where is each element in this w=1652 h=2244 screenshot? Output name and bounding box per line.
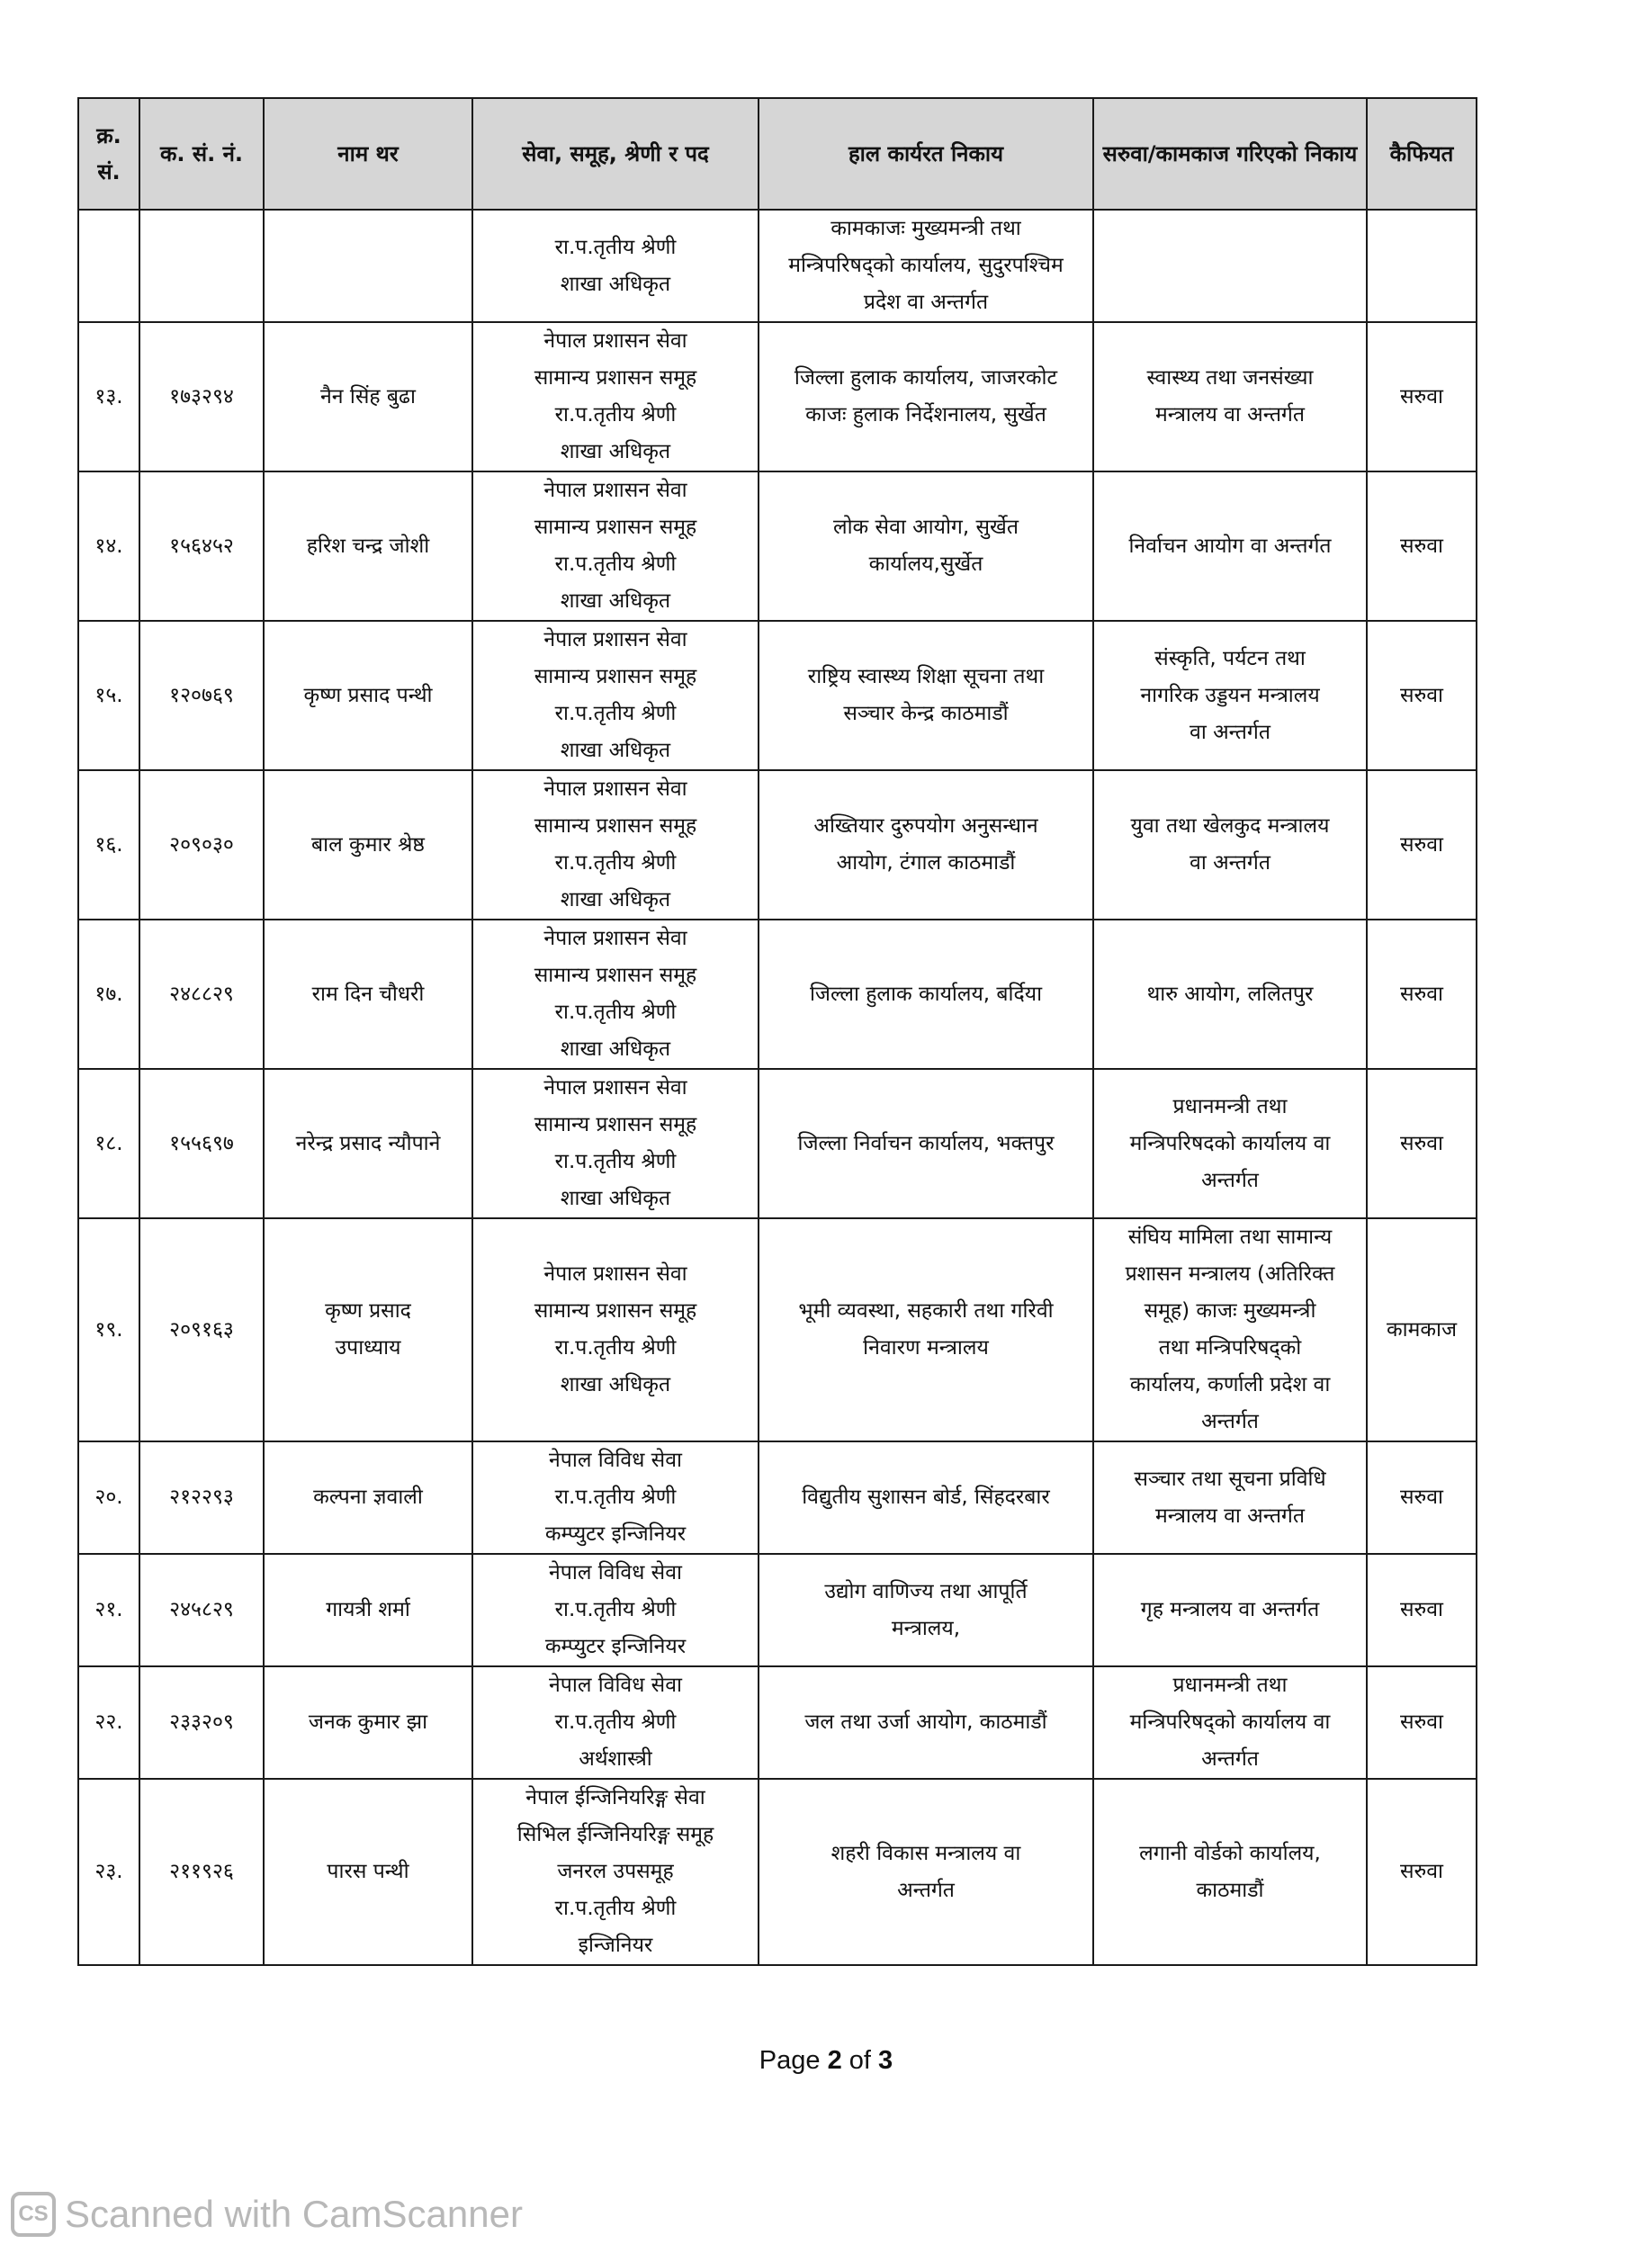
cell-current-office: उद्योग वाणिज्य तथा आपूर्ति मन्त्रालय, — [759, 1554, 1093, 1666]
cell-name: पारस पन्थी — [264, 1779, 472, 1965]
cell-post: नेपाल विविध सेवा रा.प.तृतीय श्रेणी अर्थशास्त्री — [472, 1666, 759, 1779]
table-row — [78, 322, 1477, 471]
header-name: नाम थर — [264, 98, 472, 210]
watermark-text: Scanned with CamScanner — [65, 2193, 523, 2235]
camscanner-logo-icon: CS — [11, 2192, 56, 2237]
cell-name: कृष्ण प्रसाद उपाध्याय — [264, 1218, 472, 1441]
table-row — [78, 1218, 1477, 1441]
cell-staff-id — [139, 210, 264, 322]
table-row — [78, 1441, 1477, 1554]
table-row — [78, 210, 1477, 322]
cell-current-office: लोक सेवा आयोग, सुर्खेत कार्यालय,सुर्खेत — [759, 471, 1093, 621]
cell-post: नेपाल प्रशासन सेवा सामान्य प्रशासन समूह रा.प.तृतीय श्रेणी शाखा अधिकृत — [472, 621, 759, 770]
cell-current-office: राष्ट्रिय स्वास्थ्य शिक्षा सूचना तथा सञ्चार केन्द्र काठमाडौं — [759, 621, 1093, 770]
cell-current-office: जिल्ला हुलाक कार्यालय, बर्दिया — [759, 920, 1093, 1069]
cell-serial: २०. — [78, 1441, 139, 1554]
cell-post: नेपाल प्रशासन सेवा सामान्य प्रशासन समूह रा.प.तृतीय श्रेणी शाखा अधिकृत — [472, 471, 759, 621]
cell-remark: सरुवा — [1367, 920, 1477, 1069]
of-label: of — [848, 2046, 871, 2075]
table-row — [78, 621, 1477, 770]
cell-transfer-office: थारु आयोग, ललितपुर — [1093, 920, 1367, 1069]
cell-serial: १८. — [78, 1069, 139, 1218]
header-post: सेवा, समूह, श्रेणी र पद — [472, 98, 759, 210]
camscanner-watermark — [11, 2185, 523, 2244]
header-row — [78, 98, 1477, 210]
cell-serial: १७. — [78, 920, 139, 1069]
cell-transfer-office: संघिय मामिला तथा सामान्य प्रशासन मन्त्रालय (अतिरिक्त समूह) काजः मुख्यमन्त्री तथा मन्त्रिपरिषद्को कार्यालय, कर्णाली प्रदेश वा अन्तर्गत — [1093, 1218, 1367, 1441]
cell-transfer-office: युवा तथा खेलकुद मन्त्रालय वा अन्तर्गत — [1093, 770, 1367, 920]
cell-current-office: भूमी व्यवस्था, सहकारी तथा गरिवी निवारण मन्त्रालय — [759, 1218, 1093, 1441]
cell-current-office: कामकाजः मुख्यमन्त्री तथा मन्त्रिपरिषद्को कार्यालय, सुदुरपश्चिम प्रदेश वा अन्तर्गत — [759, 210, 1093, 322]
cell-post: नेपाल प्रशासन सेवा सामान्य प्रशासन समूह रा.प.तृतीय श्रेणी शाखा अधिकृत — [472, 770, 759, 920]
cell-staff-id: १७३२९४ — [139, 322, 264, 471]
transfer-table — [77, 97, 1477, 1966]
cell-name: नरेन्द्र प्रसाद न्यौपाने — [264, 1069, 472, 1218]
cell-post: नेपाल विविध सेवा रा.प.तृतीय श्रेणी कम्प्युटर इन्जिनियर — [472, 1441, 759, 1554]
cell-name: कल्पना ज्ञवाली — [264, 1441, 472, 1554]
cell-post: नेपाल प्रशासन सेवा सामान्य प्रशासन समूह रा.प.तृतीय श्रेणी शाखा अधिकृत — [472, 920, 759, 1069]
cell-staff-id: २४५८२९ — [139, 1554, 264, 1666]
page-footer — [0, 2046, 1652, 2076]
cell-staff-id: २०९०३० — [139, 770, 264, 920]
cell-serial: २१. — [78, 1554, 139, 1666]
table-row — [78, 1069, 1477, 1218]
cell-name: नैन सिंह बुढा — [264, 322, 472, 471]
cell-remark: सरुवा — [1367, 1779, 1477, 1965]
cell-name: जनक कुमार झा — [264, 1666, 472, 1779]
cell-serial: २२. — [78, 1666, 139, 1779]
cell-staff-id: २११९२६ — [139, 1779, 264, 1965]
cell-current-office: जिल्ला निर्वाचन कार्यालय, भक्तपुर — [759, 1069, 1093, 1218]
cell-staff-id: १२०७६९ — [139, 621, 264, 770]
table-header — [78, 98, 1477, 210]
total-pages-number: 3 — [878, 2046, 893, 2075]
cell-remark: सरुवा — [1367, 1666, 1477, 1779]
cell-current-office: जिल्ला हुलाक कार्यालय, जाजरकोट काजः हुलाक निर्देशनालय, सुर्खेत — [759, 322, 1093, 471]
cell-name — [264, 210, 472, 322]
cell-remark — [1367, 210, 1477, 322]
cell-transfer-office: लगानी वोर्डको कार्यालय, काठमाडौं — [1093, 1779, 1367, 1965]
cell-serial: १६. — [78, 770, 139, 920]
header-serial: क्र. सं. — [78, 98, 139, 210]
cell-transfer-office: निर्वाचन आयोग वा अन्तर्गत — [1093, 471, 1367, 621]
table-body — [78, 210, 1477, 1965]
cell-transfer-office: स्वास्थ्य तथा जनसंख्या मन्त्रालय वा अन्तर्गत — [1093, 322, 1367, 471]
cell-staff-id: १५५६९७ — [139, 1069, 264, 1218]
header-current-office: हाल कार्यरत निकाय — [759, 98, 1093, 210]
cell-staff-id: १५६४५२ — [139, 471, 264, 621]
cell-remark: सरुवा — [1367, 471, 1477, 621]
cell-transfer-office: प्रधानमन्त्री तथा मन्त्रिपरिषदको कार्यालय वा अन्तर्गत — [1093, 1069, 1367, 1218]
cell-remark: सरुवा — [1367, 770, 1477, 920]
cell-serial: १३. — [78, 322, 139, 471]
cell-staff-id: २१२२९३ — [139, 1441, 264, 1554]
cell-transfer-office: संस्कृति, पर्यटन तथा नागरिक उड्डयन मन्त्रालय वा अन्तर्गत — [1093, 621, 1367, 770]
current-page-number: 2 — [827, 2046, 842, 2075]
cell-transfer-office — [1093, 210, 1367, 322]
page-label: Page — [759, 2046, 821, 2075]
cell-remark: सरुवा — [1367, 1441, 1477, 1554]
cell-staff-id: २०९१६३ — [139, 1218, 264, 1441]
cell-transfer-office: गृह मन्त्रालय वा अन्तर्गत — [1093, 1554, 1367, 1666]
cell-transfer-office: प्रधानमन्त्री तथा मन्त्रिपरिषद्को कार्यालय वा अन्तर्गत — [1093, 1666, 1367, 1779]
cell-name: गायत्री शर्मा — [264, 1554, 472, 1666]
cell-remark: सरुवा — [1367, 1554, 1477, 1666]
cell-post: नेपाल प्रशासन सेवा सामान्य प्रशासन समूह रा.प.तृतीय श्रेणी शाखा अधिकृत — [472, 1218, 759, 1441]
table-row — [78, 1779, 1477, 1965]
cell-name: राम दिन चौधरी — [264, 920, 472, 1069]
table-row — [78, 920, 1477, 1069]
cell-staff-id: २४८८२९ — [139, 920, 264, 1069]
cell-current-office: जल तथा उर्जा आयोग, काठमाडौं — [759, 1666, 1093, 1779]
cell-post: नेपाल प्रशासन सेवा सामान्य प्रशासन समूह रा.प.तृतीय श्रेणी शाखा अधिकृत — [472, 322, 759, 471]
cell-current-office: अख्तियार दुरुपयोग अनुसन्धान आयोग, टंगाल काठमाडौं — [759, 770, 1093, 920]
cell-staff-id: २३३२०९ — [139, 1666, 264, 1779]
cell-serial: २३. — [78, 1779, 139, 1965]
cell-name: कृष्ण प्रसाद पन्थी — [264, 621, 472, 770]
cell-remark: सरुवा — [1367, 621, 1477, 770]
cell-post: नेपाल ईन्जिनियरिङ्ग सेवा सिभिल ईन्जिनियरिङ्ग समूह जनरल उपसमूह रा.प.तृतीय श्रेणी इन्जिनियर — [472, 1779, 759, 1965]
table-row — [78, 1666, 1477, 1779]
table-row — [78, 770, 1477, 920]
cell-current-office: शहरी विकास मन्त्रालय वा अन्तर्गत — [759, 1779, 1093, 1965]
cell-remark: सरुवा — [1367, 1069, 1477, 1218]
cell-transfer-office: सञ्चार तथा सूचना प्रविधि मन्त्रालय वा अन्तर्गत — [1093, 1441, 1367, 1554]
cell-serial: १९. — [78, 1218, 139, 1441]
cell-current-office: विद्युतीय सुशासन बोर्ड, सिंहदरबार — [759, 1441, 1093, 1554]
header-remark: कैफियत — [1367, 98, 1477, 210]
cell-serial: १५. — [78, 621, 139, 770]
table-row — [78, 1554, 1477, 1666]
cell-post: नेपाल विविध सेवा रा.प.तृतीय श्रेणी कम्प्युटर इन्जिनियर — [472, 1554, 759, 1666]
cell-serial — [78, 210, 139, 322]
cell-serial: १४. — [78, 471, 139, 621]
header-staff-id: क. सं. नं. — [139, 98, 264, 210]
cell-name: बाल कुमार श्रेष्ठ — [264, 770, 472, 920]
cell-post: रा.प.तृतीय श्रेणी शाखा अधिकृत — [472, 210, 759, 322]
table-row — [78, 471, 1477, 621]
cell-remark: सरुवा — [1367, 322, 1477, 471]
header-transfer-office: सरुवा/कामकाज गरिएको निकाय — [1093, 98, 1367, 210]
cell-remark: कामकाज — [1367, 1218, 1477, 1441]
cell-name: हरिश चन्द्र जोशी — [264, 471, 472, 621]
cell-post: नेपाल प्रशासन सेवा सामान्य प्रशासन समूह रा.प.तृतीय श्रेणी शाखा अधिकृत — [472, 1069, 759, 1218]
